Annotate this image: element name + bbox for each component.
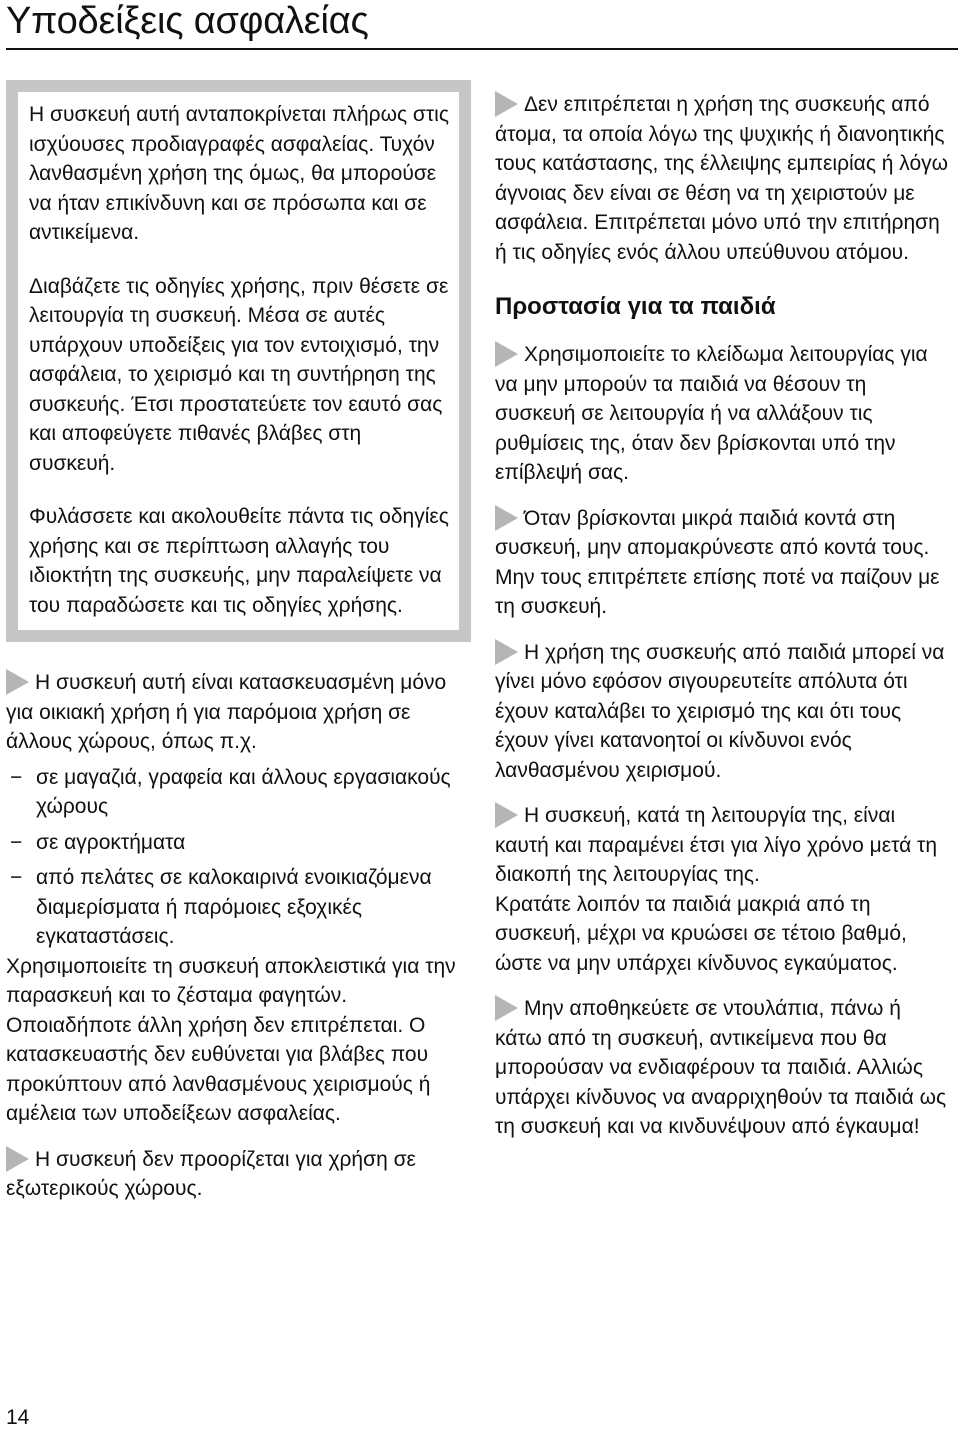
arrow-bullet-icon [6,669,29,695]
child-item-text [495,801,950,890]
safety-item-label: Η συσκευή αυτή είναι κατασκευασμένη μόνο για οικιακή χρήση ή για παρόμοια χρήση σε άλλους χώρους, όπως π.χ. [6,671,447,753]
child-item-text [495,504,950,622]
dash-icon: − [10,866,23,889]
child-item-label: Η συσκευή, κατά τη λειτουργία της, είναι καυτή και παραμένει έτσι για λίγο χρόνο μετά τη διακοπή της λειτουργίας της. [495,804,938,886]
arrow-bullet-icon [495,995,518,1021]
child-item [495,801,950,978]
list-item [6,763,471,822]
dash-list [6,763,471,952]
child-item-text [495,340,950,488]
safety-item-label: Η συσκευή δεν προορίζεται για χρήση σε εξωτερικούς χώρους. [6,1147,416,1200]
safety-item-continuation: Χρησιμοποιείτε τη συσκευή αποκλειστικά για την παρασκευή και το ζέσταμα φαγητών. Οποιαδήποτε άλλη χρήση δεν επιτρέπεται. Ο κατασκευαστής δεν ευθύνεται για βλάβες που προκύπτουν από λανθασμένους χειρισμούς ή αμέλεια των υποδείξεων ασφαλείας. [6,954,456,1125]
safety-item-text [6,1145,471,1204]
info-box [6,80,471,642]
left-column [6,80,471,1204]
list-item [6,863,471,952]
child-item-label: Η χρήση της συσκευής από παιδιά μπορεί να γίνει μόνο εφόσον σιγουρευτείτε απόλυτα ότι έχουν καταλάβει το χειρισμό της και ότι τους έχουν γίνει κατανοητοί οι κίνδυνοι ενός λανθασμένου χειρισμού. [495,640,945,782]
page-number: 14 [6,1406,30,1429]
safety-item [6,1145,471,1204]
arrow-bullet-icon [495,341,518,367]
box-paragraph: Η συσκευή αυτή ανταποκρίνεται πλήρως στις ισχύουσες προδιαγραφές ασφαλείας. Τυχόν λανθασμένη χρήση της όμως, θα μπορούσε να ήταν επικίνδυνη και σε πρόσωπα και σε αντικείμενα. [29,103,449,244]
arrow-bullet-icon [6,1146,29,1172]
child-item [495,340,950,488]
box-paragraph: Διαβάζετε τις οδηγίες χρήσης, πριν θέσετε σε λειτουργία τη συσκευή. Μέσα σε αυτές υπάρχουν υποδείξεις για τον εντοιχισμό, την ασφάλεια, το χειρισμό και τη συντήρηση της συσκευής. Έτσι προστατεύετε τον εαυτό σας και αποφεύγετε πιθανές βλάβες στη συσκευή. [29,274,449,475]
child-item-label: Μην αποθηκεύετε σε ντουλάπια, πάνω ή κάτω από τη συσκευή, αντικείμενα που θα μπορούσαν να ενδιαφέρουν τα παιδιά. Αλλιώς υπάρχει κίνδυνος να αναρριχηθούν τα παιδιά ως τη συσκευή και να κινδυνέψουν από έγκαυμα! [495,997,947,1138]
arrow-bullet-icon [495,802,518,828]
page-title: Υποδείξεις ασφαλείας [6,0,369,42]
arrow-bullet-icon [495,91,518,117]
child-item-text [495,638,950,786]
child-item-label: Όταν βρίσκονται μικρά παιδιά κοντά στη συσκευή, μην απομακρύνεστε από κοντά τους. Μην τους επιτρέπετε επίσης ποτέ να παίζουν με τη συσκευή. [495,506,940,618]
arrow-bullet-icon [495,639,518,665]
dash-icon: − [10,830,23,854]
safety-item-text [6,668,471,757]
child-item [495,994,950,1142]
title-rule [6,48,958,50]
safety-item-text [495,90,950,267]
section-heading: Προστασία για τα παιδιά [495,293,776,320]
arrow-bullet-icon [495,505,518,531]
child-item [495,638,950,786]
safety-item [495,90,950,267]
child-item [495,504,950,622]
safety-item [6,668,471,1129]
safety-item-label: Δεν επιτρέπεται η χρήση της συσκευής από άτομα, τα οποία λόγω της ψυχικής ή διανοητικής τους κατάστασης, της έλλειψης εμπειρίας ή λόγω άγνοιας δεν είναι σε θέση να τη χειριστούν με ασφάλεια. Επιτρέπεται μόνο υπό την επιτήρηση ή τις οδηγίες ενός άλλου υπεύθυνου ατόμου. [495,93,949,264]
right-column [495,90,950,1142]
list-item-label: σε αγροκτήματα [36,830,186,854]
child-item-continuation: Κρατάτε λοιπόν τα παιδιά μακριά από τη συσκευή, μέχρι να κρυώσει σε τέτοιο βαθμό, ώστε να μην υπάρχει κίνδυνος εγκαύματος. [495,892,907,975]
box-paragraph: Φυλάσσετε και ακολουθείτε πάντα τις οδηγίες χρήσης και σε περίπτωση αλλαγής του ιδιοκτήτη της συσκευής, μην παραλείψετε να του παραδώσετε και τις οδηγίες χρήσης. [29,505,449,617]
list-item-label: σε μαγαζιά, γραφεία και άλλους εργασιακούς χώρους [36,765,451,818]
child-item-label: Χρησιμοποιείτε το κλείδωμα λειτουργίας για να μην μπορούν τα παιδιά να θέσουν τη συσκευή σε λειτουργία ή να αλλάξουν τις ρυθμίσεις της, όταν δεν βρίσκονται υπό την επίβλεψή σας. [495,343,928,484]
list-item-label: από πελάτες σε καλοκαιρινά ενοικιαζόμενα διαμερίσματα ή παρόμοιες εξοχικές εγκαταστάσεις. [36,866,432,948]
dash-icon: − [10,765,23,789]
child-item-text [495,994,950,1142]
list-item [6,828,471,858]
